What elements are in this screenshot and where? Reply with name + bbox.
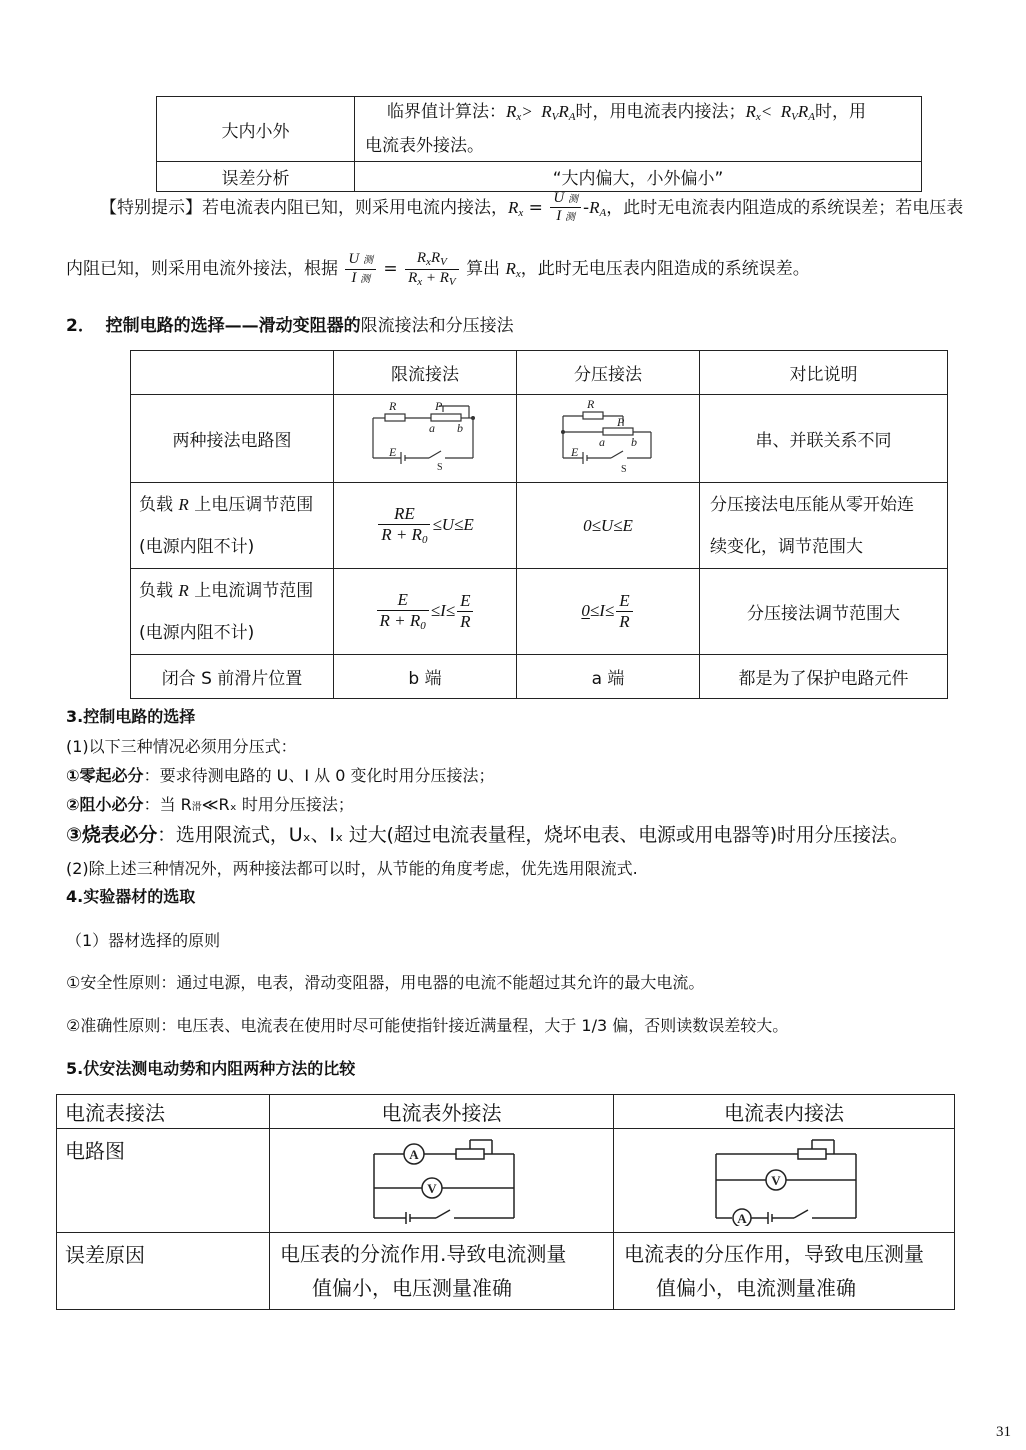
svg-text:R: R	[587, 397, 595, 411]
svg-text:S: S	[437, 462, 443, 473]
svg-text:A: A	[737, 1211, 747, 1226]
t3-header-inside: 电流表内接法	[614, 1095, 955, 1129]
section2-heading: 2． 控制电路的选择——滑动变阻器的限流接法和分压接法	[66, 316, 514, 336]
current-range-label: 负载 R 上电流调节范围 (电源内阻不计)	[131, 569, 334, 655]
svg-text:V: V	[426, 1181, 437, 1196]
section4-line3: ②准确性原则：电压表、电流表在使用时尽可能使指针接近满量程，大于 1/3 偏，否则读数误差较大。	[66, 1016, 789, 1035]
header-divider: 分压接法	[517, 351, 700, 395]
divider-circuit-svg	[553, 396, 663, 476]
slider-position-note: 都是为了保护电路元件	[700, 655, 948, 699]
header-limit: 限流接法	[334, 351, 517, 395]
divider-slider-position: a 端	[517, 655, 700, 699]
section3-line4: ③烧表必分：选用限流式，Uₓ、Iₓ 过大(超过电流表量程，烧坏电表、电源或用电器等)时用分压接法。	[66, 824, 909, 846]
voltage-range-label: 负载 R 上电压调节范围 (电源内阻不计)	[131, 483, 334, 569]
section3-line2: ①零起必分：要求待测电路的 U、I 从 0 变化时用分压接法；	[66, 766, 495, 785]
inside-error-reason: 电流表的分压作用，导致电压测量 值偏小，电流测量准确	[614, 1233, 955, 1310]
current-range-note: 分压接法调节范围大	[700, 569, 948, 655]
table1-row1-value: 临界值计算法：$R_x> R_VR_A$时，用电流表内接法；$R_x< R_VR_A$时，用 电流表外接法。	[355, 97, 922, 162]
outside-circuit-diagram	[270, 1129, 614, 1233]
table-3	[56, 1094, 955, 1310]
outside-circuit-svg	[362, 1130, 522, 1226]
table1-row2-label: 误差分析	[157, 162, 355, 192]
voltage-range-note: 分压接法电压能从零开始连 续变化，调节范围大	[700, 483, 948, 569]
t3-header-method: 电流表接法	[57, 1095, 270, 1129]
table1-row2-value: “大内偏大，小外偏小”	[355, 162, 922, 192]
svg-text:b: b	[631, 435, 637, 449]
svg-text:V: V	[771, 1173, 781, 1188]
section5-heading: 5.伏安法测电动势和内阻两种方法的比较	[66, 1059, 356, 1078]
svg-text:P: P	[617, 415, 625, 429]
t3-error-label: 误差原因	[57, 1233, 270, 1310]
svg-text:E: E	[571, 445, 579, 459]
svg-text:P: P	[435, 399, 443, 413]
section4-heading: 4.实验器材的选取	[66, 887, 196, 906]
divider-current-range: 0≤I≤ $\frac{E}{R}$	[517, 569, 700, 655]
inside-circuit-svg	[704, 1130, 864, 1226]
t3-circuit-label: 电路图	[57, 1129, 270, 1233]
section4-line1: （1）器材选择的原则	[66, 931, 221, 950]
section3-line5: (2)除上述三种情况外，两种接法都可以时，从节能的角度考虑，优先选用限流式.	[66, 859, 638, 878]
special-tip-line2: 内阻已知，则采用电流外接法，根据 $\frac{\text{U 测}}{\text{I 测}}$ = $\frac{R_xR_V}{R_x + R_V}$ 算出 $R_x$，此时无电压表内阻造成的系统误差。	[66, 250, 810, 288]
header-compare: 对比说明	[700, 351, 948, 395]
table-2	[130, 350, 948, 699]
t3-header-outside: 电流表外接法	[270, 1095, 614, 1129]
svg-text:E: E	[389, 445, 397, 459]
divider-circuit-diagram	[517, 395, 700, 483]
section3-heading: 3.控制电路的选择	[66, 707, 196, 726]
limit-circuit-diagram	[334, 395, 517, 483]
limit-voltage-range: $\frac{RE}{R + R_0}$ ≤U≤E	[334, 483, 517, 569]
inside-circuit-diagram	[614, 1129, 955, 1233]
section4-line2: ①安全性原则：通过电源，电表，滑动变阻器，用电器的电流不能超过其允许的最大电流。	[66, 973, 705, 992]
divider-voltage-range: 0≤U≤E	[517, 483, 700, 569]
table-1	[156, 96, 922, 192]
svg-text:S: S	[621, 464, 627, 475]
circuit-row-note: 串、并联关系不同	[700, 395, 948, 483]
svg-text:b: b	[457, 421, 463, 435]
section3-line3: ②阻小必分：当 R滑≪Rₓ 时用分压接法；	[66, 795, 354, 814]
svg-text:a: a	[599, 435, 605, 449]
limit-slider-position: b 端	[334, 655, 517, 699]
slider-position-label: 闭合 S 前滑片位置	[131, 655, 334, 699]
limit-current-range: $\frac{E}{R + R_0}$ ≤I≤ $\frac{E}{R}$	[334, 569, 517, 655]
table1-row1-label: 大内小外	[157, 97, 355, 162]
page-number: 31	[996, 1424, 1011, 1440]
section3-line1: (1)以下三种情况必须用分压式：	[66, 737, 297, 756]
svg-text:A: A	[408, 1147, 419, 1162]
svg-text:R: R	[389, 399, 397, 413]
limit-circuit-svg	[365, 398, 485, 474]
circuit-row-label: 两种接法电路图	[131, 395, 334, 483]
svg-text:a: a	[429, 421, 435, 435]
outside-error-reason: 电压表的分流作用.导致电流测量 值偏小，电压测量准确	[270, 1233, 614, 1310]
special-tip-line1: 【特别提示】若电流表内阻已知，则采用电流内接法，$R_x$ = $\frac{\text{U 测}}{\text{I 测}}$ $-R_A$，此时无电流表内阻造成的系统误差；若电压表	[100, 190, 964, 225]
